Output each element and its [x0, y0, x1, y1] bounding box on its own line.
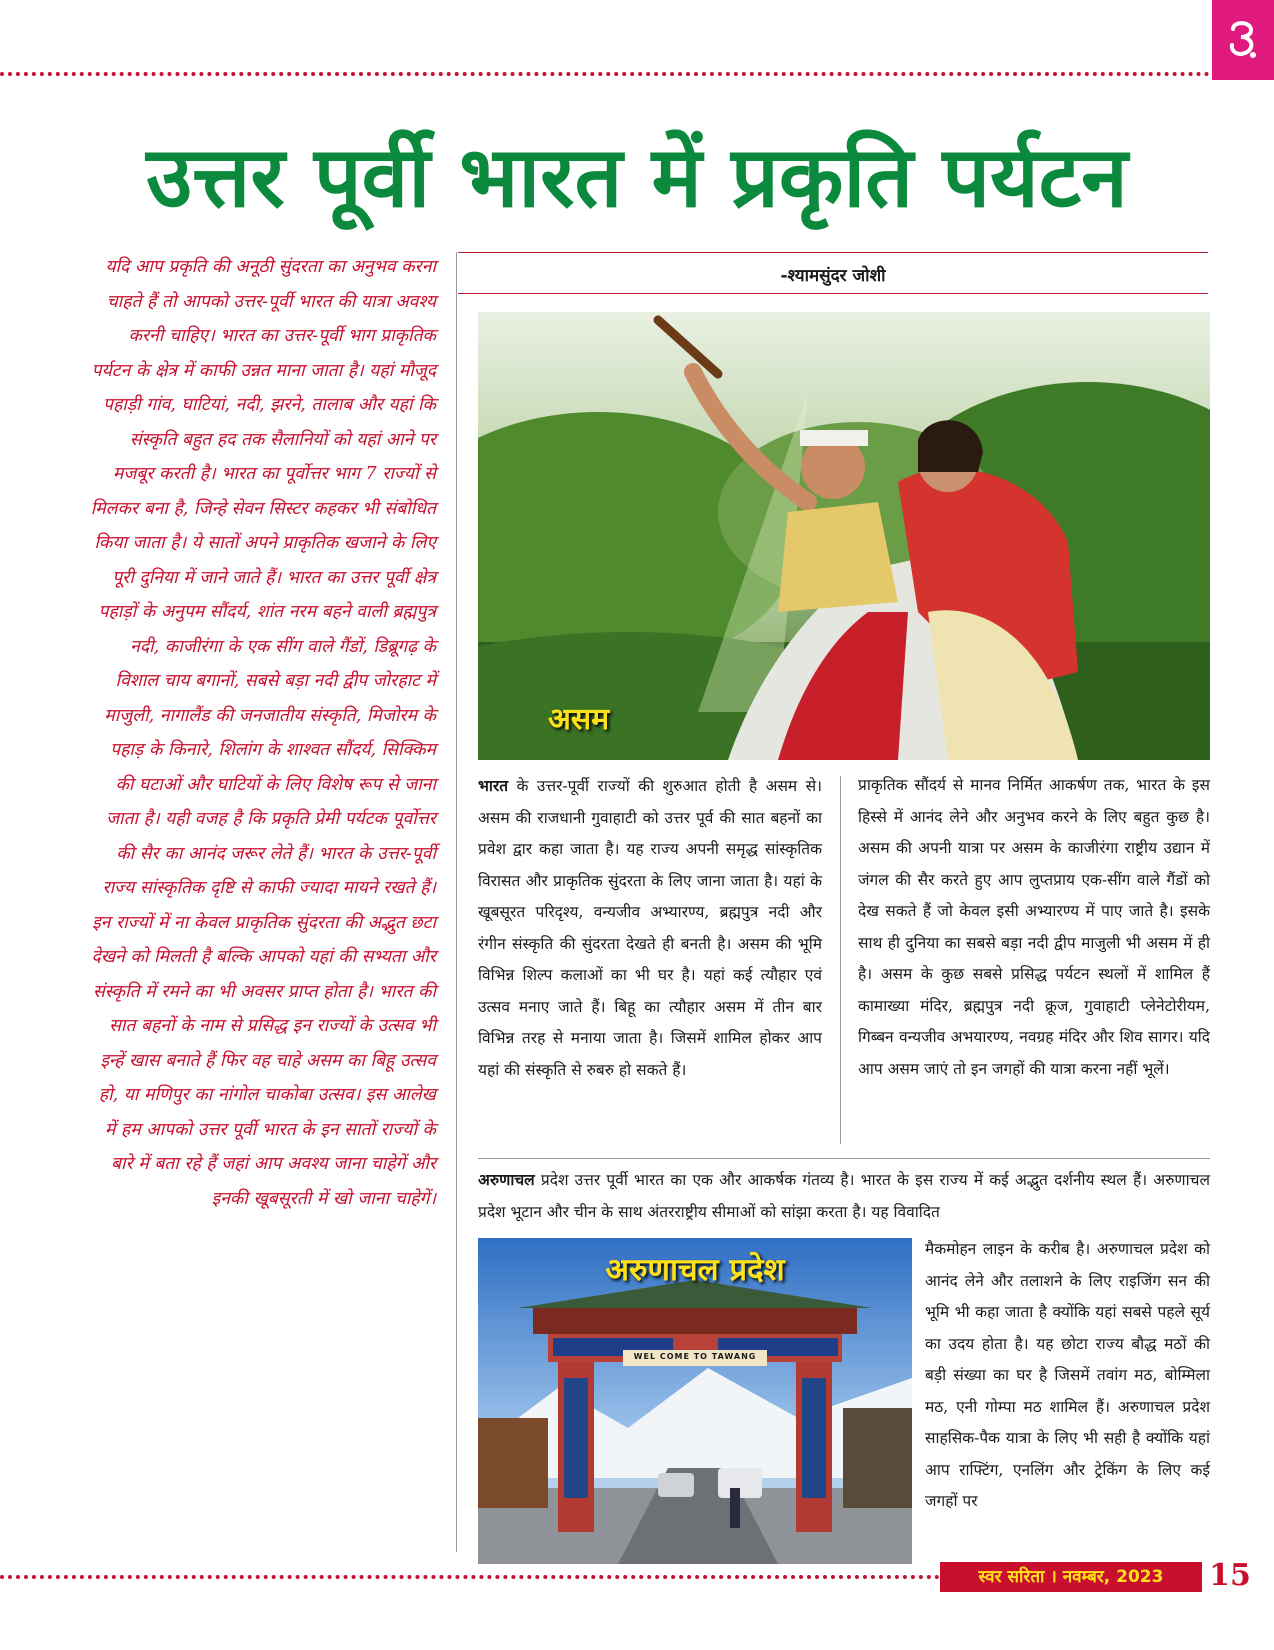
author-byline: -श्यामसुंदर जोशी	[780, 266, 886, 286]
page-title: उत्तर पूर्वी भारत में प्रकृति पर्यटन	[146, 128, 1128, 226]
column-divider-vertical	[456, 252, 457, 1552]
arunachal-photo-label: अरुणाचल प्रदेश	[605, 1252, 785, 1288]
byline-box	[458, 252, 1208, 294]
magazine-logo-icon	[1223, 15, 1263, 65]
arunachal-section-rule	[478, 1158, 1210, 1159]
page-number: 15	[1209, 1558, 1251, 1593]
intro-paragraph: यदि आप प्रकृति की अनूठी सुंदरता का अनुभव करना चाहते हैं तो आपको उत्तर-पूर्वी भारत की यात्रा अवश्य करनी चाहिए। भारत का उत्तर-पूर्वी भाग प्राकृतिक पर्यटन के क्षेत्र में काफी उन्नत माना जाता है। यहां मौजूद पहाड़ी गांव, घाटियां, नदी, झरने, तालाब और यहां कि संस्कृति बहुत हद तक सैलानियों को यहां आने पर मजबूर करती है। भारत का पूर्वोत्तर भाग 7 राज्यों से मिलकर बना है, जिन्हे सेवन सिस्टर कहकर भी संबोधित किया जाता है। ये सातों अपने प्राकृतिक खजाने के लिए पूरी दुनिया में जाने जाते हैं। भारत का उत्तर पूर्वी क्षेत्र पहाड़ों के अनुपम सौंदर्य, शांत नरम बहने वाली ब्रह्मपुत्र नदी, काजीरंगा के एक सींग वाले गैंडों, डिब्रूगढ़ के विशाल चाय बगानों, सबसे बड़ा नदी द्वीप जोरहाट में माजुली, नागालैंड की जनजातीय संस्कृति, मिजोरम के पहाड़ के किनारे, शिलांग के शाश्वत सौंदर्य, सिक्किम की घटाओं और घाटियों के लिए विशेष रूप से जाना जाता है। यही वजह है कि प्रकृति प्रेमी पर्यटक पूर्वोत्तर की सैर का आनंद जरूर लेते हैं। भारत के उत्तर-पूर्वी राज्य सांस्कृतिक दृष्टि से काफी ज्यादा मायने रखते हैं। इन राज्यों में ना केवल प्राकृतिक सुंदरता की अद्भुत छटा देखने को मिलती है बल्कि आपको यहां की सभ्यता और संस्कृति में रमने का भी अवसर प्राप्त होता है। भारत की सात बहनों के नाम से प्रसिद्ध इन राज्यों के उत्सव भी इन्हें खास बनाते हैं फिर वह चाहे असम का बिहू उत्सव हो, या मणिपुर का नांगोल चाकोबा उत्सव। इस आलेख में हम आपको उत्तर पूर्वी भारत के इन सातों राज्यों के बारे में बता रहे हैं जहां आप अवश्य जाना चाहेगें और इनकी खूबसूरती में खो जाना चाहेगें।	[90, 257, 436, 1209]
assam-column-divider	[840, 776, 841, 1144]
assam-photo	[478, 312, 1210, 760]
assam-photo-label: असम	[548, 702, 610, 737]
arunachal-top-text: प्रदेश उत्तर पूर्वी भारत का एक और आकर्षक गंतव्य है। भारत के इस राज्य में कई अद्भुत दर्शनीय स्थल हैं। अरुणाचल प्रदेश भूटान और चीन के साथ अंतरराष्ट्रीय सीमाओं को सांझा करता है। यह विवादित	[478, 1171, 1210, 1221]
assam-photo-image	[478, 312, 1210, 760]
assam-column-left	[478, 770, 822, 1086]
top-dotted-rule	[0, 72, 1210, 76]
arunachal-intro-text	[478, 1164, 1210, 1228]
arunachal-side-text: मैकमोहन लाइन के करीब है। अरुणाचल प्रदेश को आनंद लेने और तलाशने के लिए राइजिंग सन की भूमि भी कहा जाता है क्योंकि यहां सबसे पहले सूर्य का उदय होता है। यह छोटा राज्य बौद्ध मठों की बड़ी संख्या का घर है जिसमें तवांग मठ, बोम्मिला मठ, एनी गोम्पा मठ शामिल हैं। अरुणाचल प्रदेश साहसिक-पैक यात्रा के लिए भी सही है क्योंकि यहां आप राफ्टिंग, एनलिंग और ट्रेकिंग के लिए कई जगहों पर	[925, 1240, 1210, 1510]
arunachal-photo	[478, 1238, 912, 1564]
bottom-dotted-rule	[0, 1575, 940, 1579]
assam-lead-word: भारत	[478, 776, 509, 795]
arunachal-lead-word: अरुणाचल	[478, 1170, 535, 1189]
magazine-logo-tab	[1212, 0, 1274, 80]
assam-column-right: प्राकृतिक सौंदर्य से मानव निर्मित आकर्षण तक, भारत के इस हिस्से में आनंद लेने और अनुभव करने के लिए बहुत कुछ है। असम की अपनी यात्रा पर असम के काजीरंगा राष्ट्रीय उद्यान में जंगल की सैर करते हुए आप लुप्तप्राय एक-सींग वाले गैंडों को देख सकते हैं जो केवल इसी अभ्यारण्य में पाए जाते है। इसके साथ ही दुनिया का सबसे बड़ा नदी द्वीप माजुली भी असम में ही है। असम के कुछ सबसे प्रसिद्ध पर्यटन स्थलों में शामिल हैं कामाख्या मंदिर, ब्रह्मपुत्र नदी क्रूज, गुवाहाटी प्लेनेटोरीयम, गिब्बन वन्यजीव अभयारण्य, नवग्रह मंदिर और शिव सागर। यदि आप असम जाएं तो इन जगहों की यात्रा करना नहीं भूलें।	[858, 776, 1210, 1078]
footer-magazine-date: स्वर सरिता । नवम्बर, 2023	[940, 1562, 1202, 1592]
tawang-gate-sign: WEL COME TO TAWANG	[633, 1352, 757, 1361]
assam-left-text: के उत्तर-पूर्वी राज्यों की शुरुआत होती है असम से। असम की राजधानी गुवाहाटी को उत्तर पूर्व की सात बहनों का प्रवेश द्वार कहा जाता है। यह राज्य अपनी समृद्ध सांस्कृतिक विरासत और प्राकृतिक सुंदरता के लिए जाना जाता है। यहां के खूबसूरत परिदृश्य, वन्यजीव अभ्यारण्य, ब्रह्मपुत्र नदी और रंगीन संस्कृति की सुंदरता देखते ही बनती है। असम की भूमि विभिन्न शिल्प कलाओं का भी घर है। यहां कई त्यौहार एवं उत्सव मनाए जाते हैं। बिहू का त्यौहार असम में तीन बार विभिन्न तरह से मनाया जाता है। जिसमें शामिल होकर आप यहां की संस्कृति से रुबरु हो सकते हैं।	[478, 777, 822, 1079]
